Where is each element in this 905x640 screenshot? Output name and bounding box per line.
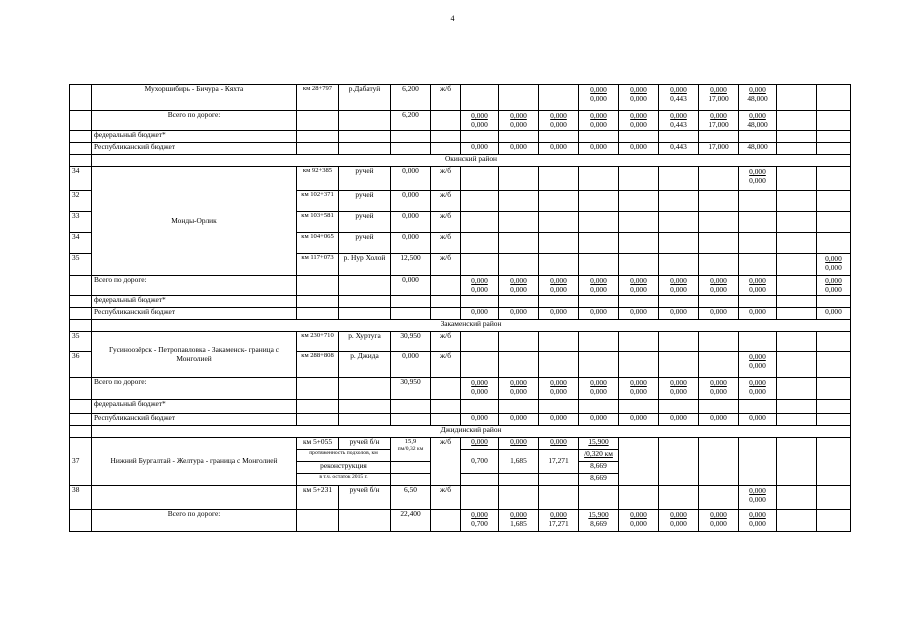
district-row bbox=[70, 320, 851, 332]
total-label: Всего по дороге: bbox=[92, 378, 297, 400]
road-name: Мухоршибирь - Бичура - Кяхта bbox=[92, 85, 297, 111]
km-cell: км 5+055 bbox=[297, 438, 339, 450]
value-cell: 0,700 bbox=[461, 450, 499, 474]
republic-budget-label: Республиканский бюджет bbox=[92, 414, 297, 426]
value-cell: 0,000 bbox=[461, 414, 499, 426]
object-cell: р.Дабатуй bbox=[339, 85, 391, 111]
value-cell: 0,000 bbox=[739, 308, 777, 320]
budget-table-sheet bbox=[69, 84, 842, 532]
km-cell: км 230+710 bbox=[297, 332, 339, 352]
value-cell: 0,000 0,000 bbox=[579, 85, 619, 111]
type-cell: ж/б bbox=[431, 233, 461, 254]
km-cell: км 92+385 bbox=[297, 167, 339, 191]
object-cell: ручей б/н bbox=[339, 486, 391, 510]
value-cell: 0,000 bbox=[579, 143, 619, 155]
value-cell: 0,000 0,000 bbox=[817, 254, 851, 276]
length-cell: 0,000 bbox=[391, 191, 431, 212]
note-length-cell: протяженность подхолов, км bbox=[297, 450, 391, 462]
value-cell: 0,000 0,000 bbox=[739, 510, 777, 532]
value-cell: 0,000 0,000 bbox=[699, 276, 739, 296]
length-cell: 0,000 bbox=[391, 233, 431, 254]
km-cell: км 288+808 bbox=[297, 352, 339, 378]
value-cell: 0,000 0,700 bbox=[461, 510, 499, 532]
federal-budget-label: федеральный бюджет* bbox=[92, 400, 297, 414]
object-cell: ручей bbox=[339, 191, 391, 212]
district-row bbox=[70, 426, 851, 438]
value-cell: 0,000 0,000 bbox=[659, 378, 699, 400]
value-cell: 0,000 0,000 bbox=[499, 111, 539, 131]
length-cell: 6,200 bbox=[391, 85, 431, 111]
value-cell: 0,000 0,000 bbox=[619, 510, 659, 532]
value-cell: 0,000 0,000 bbox=[539, 111, 579, 131]
value-cell: 0,000 bbox=[539, 414, 579, 426]
value-cell: 0,000 bbox=[659, 414, 699, 426]
object-cell: ручей bbox=[339, 233, 391, 254]
value-cell: 0,000 0,000 bbox=[461, 378, 499, 400]
type-cell: ж/б bbox=[431, 486, 461, 510]
value-cell: 0,000 0,000 bbox=[817, 276, 851, 296]
value-cell: 0,000 bbox=[619, 143, 659, 155]
row-num-cell: 38 bbox=[70, 486, 92, 510]
value-cell: 0,000 bbox=[619, 308, 659, 320]
value-cell: 1,685 bbox=[499, 450, 539, 474]
object-cell: ручей б/н bbox=[339, 438, 391, 450]
value-cell: /0,320 км bbox=[579, 450, 619, 462]
federal-budget-label: федеральный бюджет* bbox=[92, 296, 297, 308]
value-cell bbox=[777, 85, 817, 111]
district-name: Закаменский район bbox=[92, 320, 851, 332]
length-cell: 30,950 bbox=[391, 378, 431, 400]
value-cell: 0,000 0,000 bbox=[739, 486, 777, 510]
value-cell: 8,669 bbox=[579, 474, 619, 486]
value-cell bbox=[461, 85, 499, 111]
value-cell: 0,000 0,000 bbox=[739, 378, 777, 400]
row-num-cell: 33 bbox=[70, 212, 92, 233]
length-cell: 6,50 bbox=[391, 486, 431, 510]
type-cell: ж/б bbox=[431, 85, 461, 111]
value-cell: 0,000 0,000 bbox=[739, 276, 777, 296]
value-cell: 0,000 bbox=[739, 414, 777, 426]
total-row bbox=[70, 510, 851, 532]
row-num-cell: 32 bbox=[70, 191, 92, 212]
district-row bbox=[70, 155, 851, 167]
type-cell: ж/б bbox=[431, 191, 461, 212]
republic-budget-row bbox=[70, 414, 851, 426]
km-cell: км 104+065 bbox=[297, 233, 339, 254]
value-cell: 0,000 bbox=[539, 438, 579, 450]
value-cell: 0,000 17,271 bbox=[539, 510, 579, 532]
value-cell: 0,000 bbox=[461, 308, 499, 320]
road-name: Нижний Бургалтай - Желтура - граница с Монголией bbox=[92, 438, 297, 486]
value-cell: 0,000 bbox=[699, 414, 739, 426]
table-row bbox=[70, 332, 851, 352]
value-cell: 0,000 0,000 bbox=[499, 276, 539, 296]
value-cell: 0,000 0,000 bbox=[699, 378, 739, 400]
row-num-cell: 34 bbox=[70, 167, 92, 191]
total-label: Всего по дороге: bbox=[92, 276, 297, 296]
value-cell: 0,000 bbox=[499, 414, 539, 426]
table-row bbox=[70, 167, 851, 191]
value-cell: 15,900 8,669 bbox=[579, 510, 619, 532]
km-cell: км 117+073 bbox=[297, 254, 339, 276]
km-cell: км 102+371 bbox=[297, 191, 339, 212]
value-cell: 0,000 0,000 bbox=[579, 111, 619, 131]
value-cell: 0,000 0,000 bbox=[619, 378, 659, 400]
value-cell: 0,000 17,000 bbox=[699, 85, 739, 111]
federal-budget-label: федеральный бюджет* bbox=[92, 131, 297, 143]
value-cell: 0,000 bbox=[461, 438, 499, 450]
type-cell: ж/б bbox=[431, 352, 461, 378]
object-cell: ручей bbox=[339, 167, 391, 191]
value-cell: 0,000 48,000 bbox=[739, 85, 777, 111]
value-cell: 0,000 bbox=[499, 308, 539, 320]
value-cell: 0,000 1,685 bbox=[499, 510, 539, 532]
table-row bbox=[70, 85, 851, 111]
value-cell: 0,000 0,000 bbox=[461, 111, 499, 131]
length-cell: 12,500 bbox=[391, 254, 431, 276]
row-num-cell: 36 bbox=[70, 352, 92, 378]
length-cell: 0,000 bbox=[391, 352, 431, 378]
republic-budget-row bbox=[70, 308, 851, 320]
object-cell: р. Хуртуга bbox=[339, 332, 391, 352]
value-cell: 17,000 bbox=[699, 143, 739, 155]
table-row bbox=[70, 486, 851, 510]
value-cell: 0,000 bbox=[817, 308, 851, 320]
value-cell: 0,000 bbox=[699, 308, 739, 320]
value-cell: 0,000 17,000 bbox=[699, 111, 739, 131]
republic-budget-row bbox=[70, 143, 851, 155]
road-name: Гусиноозёрск - Петропавловка - Закаменск- граница с Монголией bbox=[92, 332, 297, 378]
length-cell: 0,000 bbox=[391, 167, 431, 191]
value-cell: 0,000 bbox=[579, 414, 619, 426]
length-cell: 30,950 bbox=[391, 332, 431, 352]
value-cell: 0,000 bbox=[461, 143, 499, 155]
type-cell: ж/б bbox=[431, 438, 461, 486]
value-cell: 0,000 bbox=[539, 308, 579, 320]
value-cell: 0,000 0,000 bbox=[579, 276, 619, 296]
total-label: Всего по дороге: bbox=[92, 510, 297, 532]
type-cell: ж/б bbox=[431, 167, 461, 191]
row-num-cell: 35 bbox=[70, 332, 92, 352]
value-cell: 0,000 0,000 bbox=[659, 276, 699, 296]
type-cell: ж/б bbox=[431, 212, 461, 233]
value-cell bbox=[539, 85, 579, 111]
total-row bbox=[70, 276, 851, 296]
length-cell: 0,000 bbox=[391, 212, 431, 233]
value-cell: 0,443 bbox=[659, 143, 699, 155]
federal-budget-row bbox=[70, 400, 851, 414]
km-cell: км 5+231 bbox=[297, 486, 339, 510]
value-cell: 15,900 bbox=[579, 438, 619, 450]
value-cell bbox=[817, 85, 851, 111]
value-cell: 0,000 0,000 bbox=[619, 85, 659, 111]
republic-budget-label: Республиканский бюджет bbox=[92, 143, 297, 155]
row-num-cell: 35 bbox=[70, 254, 92, 276]
value-cell: 0,000 0,000 bbox=[739, 167, 777, 191]
object-cell: р. Нур Холой bbox=[339, 254, 391, 276]
object-cell: ручей bbox=[339, 212, 391, 233]
republic-budget-label: Республиканский бюджет bbox=[92, 308, 297, 320]
row-num-cell: 34 bbox=[70, 233, 92, 254]
value-cell: 0,000 0,443 bbox=[659, 111, 699, 131]
type-cell: ж/б bbox=[431, 254, 461, 276]
value-cell: 0,000 0,000 bbox=[619, 111, 659, 131]
value-cell: 0,000 0,000 bbox=[461, 276, 499, 296]
length-cell: 15,9 пм/0,32 км bbox=[391, 438, 431, 462]
budget-table bbox=[69, 84, 851, 532]
row-num-cell bbox=[70, 85, 92, 111]
federal-budget-row bbox=[70, 131, 851, 143]
value-cell: 0,000 0,000 bbox=[579, 378, 619, 400]
value-cell: 0,000 bbox=[659, 308, 699, 320]
value-cell: 0,000 0,000 bbox=[619, 276, 659, 296]
total-row bbox=[70, 111, 851, 131]
km-cell: км 103+581 bbox=[297, 212, 339, 233]
value-cell: 17,271 bbox=[539, 450, 579, 474]
value-cell: 0,000 0,000 bbox=[539, 276, 579, 296]
value-cell: 0,000 bbox=[579, 308, 619, 320]
district-name: Джидинский район bbox=[92, 426, 851, 438]
value-cell: 0,000 0,000 bbox=[699, 510, 739, 532]
value-cell: 0,000 48,000 bbox=[739, 111, 777, 131]
value-cell: 0,000 bbox=[539, 143, 579, 155]
value-cell: 0,000 0,000 bbox=[739, 352, 777, 378]
table-row bbox=[70, 438, 851, 450]
length-cell: 22,400 bbox=[391, 510, 431, 532]
value-cell: 0,000 0,000 bbox=[499, 378, 539, 400]
value-cell: 0,000 bbox=[499, 143, 539, 155]
remain-cell: в т.ч. остаток 2015 г. bbox=[297, 474, 391, 486]
road-name: Монды-Орлик bbox=[92, 167, 297, 276]
district-name: Окинский район bbox=[92, 155, 851, 167]
length-cell: 6,200 bbox=[391, 111, 431, 131]
row-num-cell: 37 bbox=[70, 438, 92, 486]
value-cell: 8,669 bbox=[579, 462, 619, 474]
value-cell: 0,000 0,000 bbox=[539, 378, 579, 400]
length-cell: 0,000 bbox=[391, 276, 431, 296]
total-row bbox=[70, 378, 851, 400]
value-cell: 0,000 0,443 bbox=[659, 85, 699, 111]
value-cell: 0,000 0,000 bbox=[659, 510, 699, 532]
reconstruction-cell: реконструкция bbox=[297, 462, 391, 474]
value-cell: 0,000 bbox=[619, 414, 659, 426]
federal-budget-row bbox=[70, 296, 851, 308]
value-cell: 48,000 bbox=[739, 143, 777, 155]
type-cell: ж/б bbox=[431, 332, 461, 352]
object-cell: р. Джида bbox=[339, 352, 391, 378]
km-cell: км 28+797 bbox=[297, 85, 339, 111]
value-cell bbox=[499, 85, 539, 111]
value-cell: 0,000 bbox=[499, 438, 539, 450]
page-number: 4 bbox=[450, 14, 455, 23]
total-label: Всего по дороге: bbox=[92, 111, 297, 131]
